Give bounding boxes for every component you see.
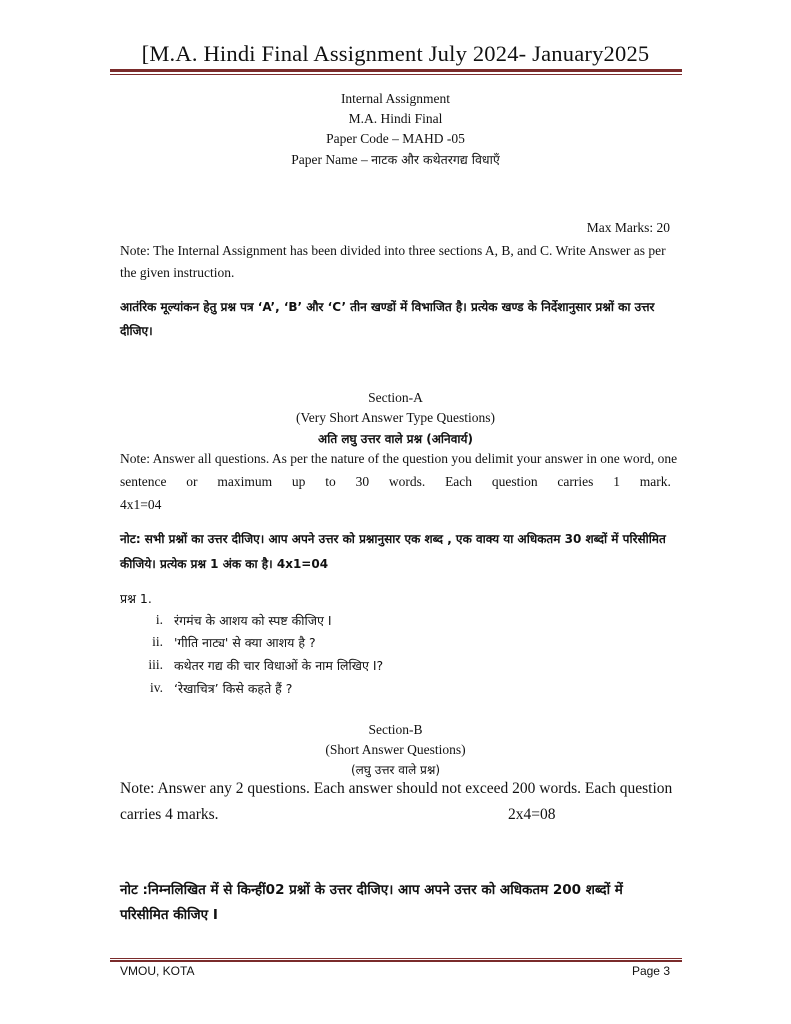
section-a-title: Section-A xyxy=(368,390,423,405)
question-number: ii. xyxy=(152,634,163,649)
paper-name-label: Paper Name – xyxy=(291,152,372,167)
note-word: words. xyxy=(388,474,426,489)
note-word: maximum xyxy=(217,474,273,489)
question-label: प्रश्न 1. xyxy=(120,591,152,606)
question-text: 'गीति नाट्य' से क्या आशय है ? xyxy=(174,635,316,650)
max-marks: Max Marks: 20 xyxy=(586,220,670,235)
paper-code: Paper Code – MAHD -05 xyxy=(326,131,465,146)
section-a-note-line-3: 4x1=04 xyxy=(120,497,162,512)
section-b-hindi-note-line-1: नोट :निम्नलिखित में से किन्हीं02 प्रश्नों के उत्तर दीजिए। आप अपने उत्तर को अधिकतम 200 शब्दों में xyxy=(120,882,623,898)
section-b-marks: 2x4=08 xyxy=(508,806,556,823)
section-a-hindi-note-line-1: नोट: सभी प्रश्नों का उत्तर दीजिए। आप अपने उत्तर को प्रश्नानुसार एक शब्द , एक वाक्य या अधिकतम 30 शब्दों में परिसीमित xyxy=(120,532,666,546)
header-rule-thin xyxy=(110,74,682,75)
header-rule-thick xyxy=(110,69,682,72)
note-word: Each xyxy=(445,474,473,489)
paper-name-value: नाटक और कथेतरगद्य विधाएँ xyxy=(371,152,500,167)
question-text: कथेतर गद्य की चार विधाओं के नाम लिखिए I? xyxy=(174,658,384,673)
footer-rule-thick xyxy=(110,960,682,962)
footer-left: VMOU, KOTA xyxy=(120,964,195,978)
note-hi-line-1: आतंरिक मूल्यांकन हेतु प्रश्न पत्र ‘A’, ‘B’ और ‘C’ तीन खण्डों में विभाजित है। प्रत्येक खण्ड के निर्देशानुसार प्रश्नों का उत्तर xyxy=(120,300,655,314)
question-number: iv. xyxy=(150,680,163,695)
paper-name xyxy=(0,151,791,168)
question-text: ‘रेखाचित्र’ किसे कहते हैं ? xyxy=(174,681,293,696)
note-word: up xyxy=(291,474,306,489)
header-title: [M.A. Hindi Final Assignment July 2024- January2025 xyxy=(141,41,650,66)
section-a-subtitle-en: (Very Short Answer Type Questions) xyxy=(295,410,496,425)
note-word: question xyxy=(491,474,538,489)
note-word: or xyxy=(186,474,198,489)
section-b-note-line-2: carries 4 marks. xyxy=(120,806,219,823)
section-b-subtitle-en: (Short Answer Questions) xyxy=(325,742,466,757)
section-a-subtitle-hi: अति लघु उत्तर वाले प्रश्न (अनिवार्य) xyxy=(318,432,473,446)
note-word: carries xyxy=(557,474,594,489)
section-a-hindi-note-line-2: कीजिये। प्रत्येक प्रश्न 1 अंक का है। 4x1=04 xyxy=(120,557,329,571)
section-b-hindi-note-line-2: परिसीमित कीजिए I xyxy=(120,907,218,923)
intro-line-2: M.A. Hindi Final xyxy=(348,111,443,126)
intro-line-1: Internal Assignment xyxy=(340,91,451,106)
note-en-line-1: Note: The Internal Assignment has been divided into three sections A, B, and C. Write Answer as per xyxy=(120,243,666,258)
section-b-note-line-1: Note: Answer any 2 questions. Each answer should not exceed 200 words. Each question xyxy=(120,780,673,797)
section-a-note-line-1: Note: Answer all questions. As per the nature of the question you delimit your answer in one word, one xyxy=(120,451,678,466)
section-a-note-line-2 xyxy=(120,474,671,490)
note-word: 30 xyxy=(355,474,370,489)
question-text: रंगमंच के आशय को स्पष्ट कीजिए I xyxy=(174,613,332,628)
note-word: to xyxy=(325,474,336,489)
page-number: Page 3 xyxy=(631,964,670,978)
note-word: sentence xyxy=(120,474,167,489)
section-b-subtitle-hi: (लघु उत्तर वाले प्रश्न) xyxy=(350,763,441,777)
section-b-title: Section-B xyxy=(368,722,423,737)
question-number: i. xyxy=(155,612,163,627)
note-word: mark. xyxy=(639,474,671,489)
question-number: iii. xyxy=(148,657,163,672)
note-word: 1 xyxy=(613,474,620,489)
note-hi-line-2: दीजिए। xyxy=(120,324,153,338)
note-en-line-2: the given instruction. xyxy=(120,265,235,280)
footer-rule-thin xyxy=(110,958,682,959)
